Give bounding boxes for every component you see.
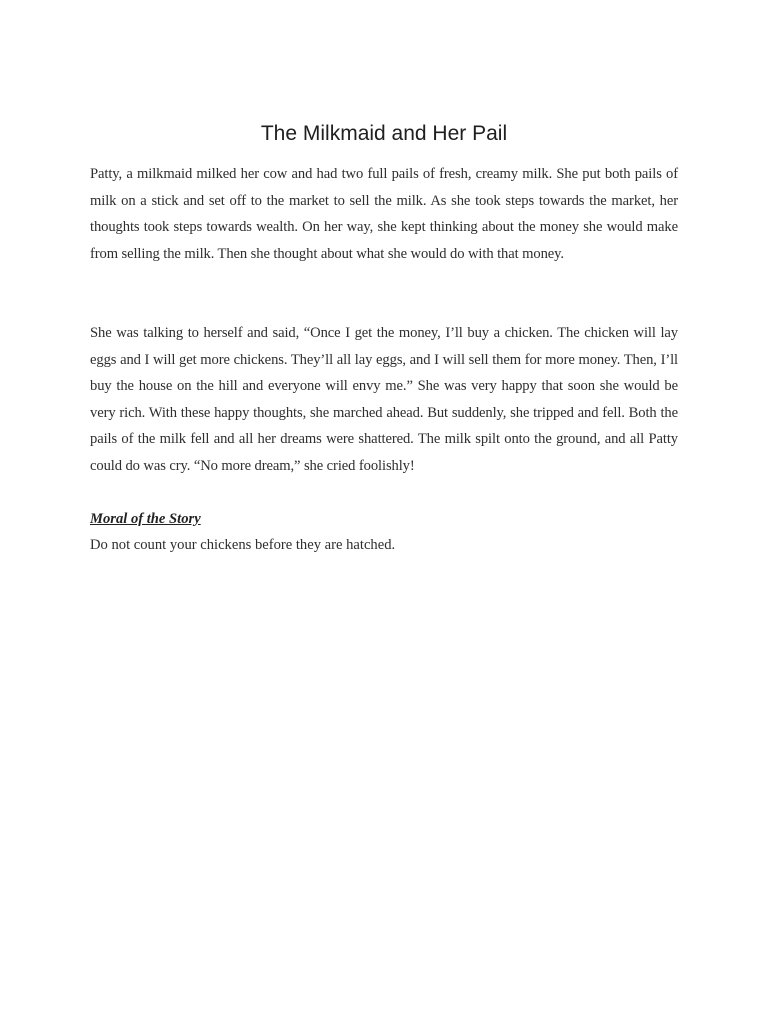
moral-text: Do not count your chickens before they are hatched. [90, 537, 396, 553]
moral-heading: Moral of the Story [90, 511, 201, 527]
story-paragraph-1: Patty, a milkmaid milked her cow and had two full pails of fresh, creamy milk. She put both pails of milk on a stick and set off to the market to sell the milk. As she took steps towards the market, her thoughts took steps towards wealth. On her way, she kept thinking about the money she would make from selling the milk. Then she thought about what she would do with that money. [90, 166, 678, 262]
story-paragraph-2: She was talking to herself and said, “Once I get the money, I’ll buy a chicken. The chicken will lay eggs and I will get more chickens. They’ll all lay eggs, and I will sell them for more money. Then, I’ll buy the house on the hill and everyone will envy me.” She was very happy that soon she would be very rich. With these happy thoughts, she marched ahead. But suddenly, she tripped and fell. Both the pails of the milk fell and all her dreams were shattered. The milk spilt onto the ground, and all Patty could do was cry. “No more dream,” she cried foolishly! [90, 325, 678, 474]
story-title: The Milkmaid and Her Pail [260, 122, 508, 145]
